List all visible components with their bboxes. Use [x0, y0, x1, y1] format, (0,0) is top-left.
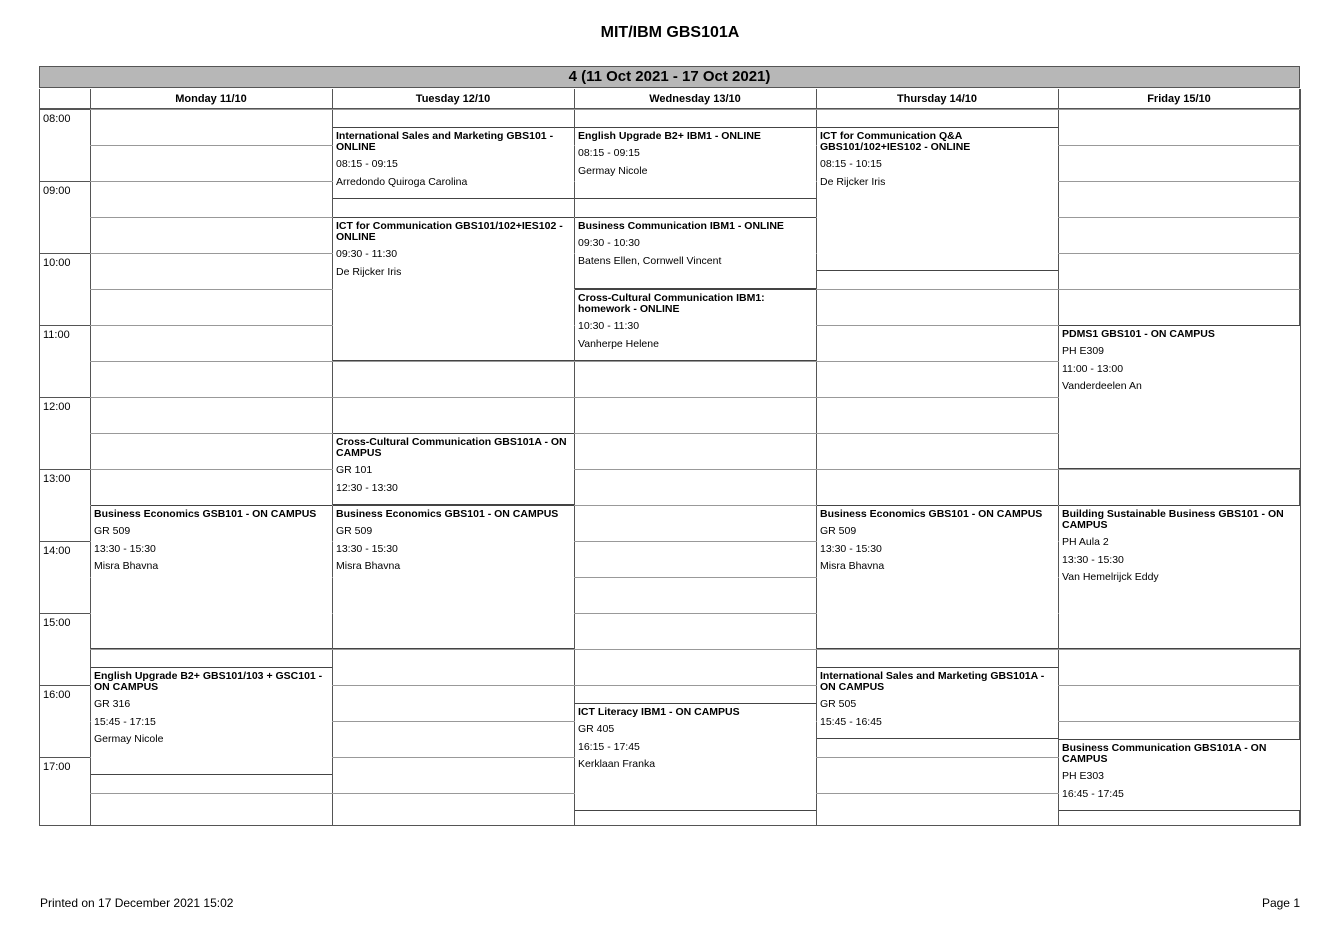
time-label: 10:00 [43, 257, 71, 269]
slot-line [90, 649, 1300, 650]
event-detail: 12:30 - 13:30 [336, 481, 398, 494]
slot-line [90, 469, 1300, 470]
event-block[interactable] [333, 127, 574, 199]
day-header-2: Wednesday 13/10 [574, 89, 816, 109]
slot-line [90, 109, 1300, 110]
header-line [39, 108, 90, 109]
day-header-3: Thursday 14/10 [816, 89, 1058, 109]
event-title: Business Economics GBS101 - ON CAMPUS [820, 508, 1043, 520]
event-title: International Sales and Marketing GBS101A - ON CAMPUS [820, 670, 1045, 693]
event-block[interactable] [575, 289, 816, 361]
event-title: Business Communication GBS101A - ON CAMPUS [1062, 742, 1267, 765]
event-title: Business Economics GBS101 - ON CAMPUS [336, 508, 559, 520]
event-title: ICT for Communication Q&A GBS101/102+IES102 - ONLINE [820, 130, 971, 153]
column-divider [1300, 89, 1301, 826]
event-detail: Misra Bhavna [820, 560, 885, 572]
event-title: PDMS1 GBS101 - ON CAMPUS [1062, 328, 1215, 340]
event-block[interactable] [817, 667, 1058, 739]
event-detail: Germay Nicole [578, 164, 648, 177]
event-detail: 08:15 - 09:15 [336, 158, 398, 170]
event-detail: 08:15 - 09:15 [578, 147, 640, 159]
event-detail: 09:30 - 10:30 [578, 237, 640, 249]
day-header-1: Tuesday 12/10 [332, 89, 574, 109]
event-detail: Vanderdeelen An [1062, 380, 1142, 392]
day-header-4: Friday 15/10 [1058, 89, 1300, 109]
event-title: ICT for Communication GBS101/102+IES102 - ONLINE [336, 220, 563, 243]
day-header-0: Monday 11/10 [90, 89, 332, 109]
event-detail: Misra Bhavna [94, 560, 159, 572]
event-title: Cross-Cultural Communication IBM1: homework - ONLINE [578, 292, 765, 315]
week-header: 4 (11 Oct 2021 - 17 Oct 2021) [39, 66, 1300, 88]
time-label: 15:00 [43, 617, 71, 629]
hour-line [39, 397, 90, 398]
event-detail: Germay Nicole [94, 733, 164, 745]
time-label: 14:00 [43, 545, 71, 557]
event-block[interactable] [817, 127, 1058, 271]
event-detail: PH Aula 2 [1062, 536, 1109, 548]
page-title: MIT/IBM GBS101A [600, 24, 740, 41]
hour-line [39, 181, 90, 182]
time-label: 16:00 [43, 689, 71, 701]
event-detail: Misra Bhavna [336, 560, 401, 572]
event-detail: 13:30 - 15:30 [820, 542, 882, 555]
event-detail: 13:30 - 15:30 [1062, 553, 1124, 566]
event-title: English Upgrade B2+ GBS101/103 + GSC101 - ON CAMPUS [94, 670, 323, 693]
event-detail: Arredondo Quiroga Carolina [336, 175, 468, 188]
event-block[interactable] [333, 505, 574, 649]
printed-on-text: Printed on 17 December 2021 15:02 [40, 896, 234, 910]
event-detail: De Rijcker Iris [336, 265, 402, 278]
event-title: Cross-Cultural Communication GBS101A - ON CAMPUS [336, 436, 567, 459]
event-block[interactable] [575, 703, 816, 811]
event-detail: 11:00 - 13:00 [1062, 362, 1124, 375]
event-detail: De Rijcker Iris [820, 175, 886, 188]
event-detail: Kerklaan Franka [578, 758, 656, 770]
event-detail: 16:45 - 17:45 [1062, 787, 1124, 800]
event-block[interactable] [575, 127, 816, 199]
event-block[interactable] [1059, 505, 1300, 649]
event-detail: PH E309 [1062, 345, 1105, 357]
event-title: Building Sustainable Business GBS101 - ON CAMPUS [1062, 508, 1284, 531]
hour-line [39, 541, 90, 542]
hour-line [39, 613, 90, 614]
event-detail: 15:45 - 17:15 [94, 715, 156, 728]
page-number: Page 1 [1261, 896, 1300, 910]
event-detail: 16:15 - 17:45 [578, 740, 640, 753]
event-block[interactable] [1059, 739, 1300, 811]
event-title: Business Economics GSB101 - ON CAMPUS [94, 508, 317, 520]
event-title: ICT Literacy IBM1 - ON CAMPUS [578, 706, 740, 718]
hour-line [39, 469, 90, 470]
event-detail: 09:30 - 11:30 [336, 248, 398, 260]
event-detail: 13:30 - 15:30 [336, 542, 398, 555]
event-detail: GR 405 [578, 723, 615, 735]
hour-line [39, 253, 90, 254]
event-detail: Vanherpe Helene [578, 337, 659, 350]
hour-line [39, 109, 90, 110]
event-detail: 15:45 - 16:45 [820, 715, 882, 728]
event-block[interactable] [1059, 325, 1300, 469]
event-detail: 13:30 - 15:30 [94, 542, 156, 555]
hour-line [39, 325, 90, 326]
time-label: 13:00 [43, 473, 71, 485]
time-label: 09:00 [43, 185, 71, 197]
event-detail: 10:30 - 11:30 [578, 320, 640, 332]
time-label: 08:00 [43, 113, 71, 125]
time-label: 11:00 [43, 329, 70, 341]
event-block[interactable] [333, 433, 574, 505]
hour-line [39, 757, 90, 758]
event-detail: GR 101 [336, 464, 373, 476]
event-detail: GR 509 [94, 525, 131, 537]
event-detail: GR 509 [336, 525, 373, 537]
event-detail: GR 509 [820, 525, 857, 537]
time-label: 12:00 [43, 401, 71, 413]
event-title: Business Communication IBM1 - ONLINE [578, 220, 784, 232]
event-block[interactable] [91, 505, 332, 649]
event-block[interactable] [575, 217, 816, 289]
event-detail: GR 505 [820, 698, 857, 710]
time-label: 17:00 [43, 761, 71, 773]
event-title: English Upgrade B2+ IBM1 - ONLINE [578, 130, 761, 142]
event-detail: GR 316 [94, 698, 131, 710]
event-title: International Sales and Marketing GBS101 - ONLINE [336, 130, 554, 153]
event-block[interactable] [817, 505, 1058, 649]
event-block[interactable] [91, 667, 332, 775]
event-detail: Batens Ellen, Cornwell Vincent [578, 254, 722, 267]
event-block[interactable] [333, 217, 574, 361]
hour-line [39, 685, 90, 686]
event-detail: PH E303 [1062, 770, 1105, 782]
event-detail: 08:15 - 10:15 [820, 158, 882, 170]
event-detail: Van Hemelrijck Eddy [1062, 571, 1159, 583]
